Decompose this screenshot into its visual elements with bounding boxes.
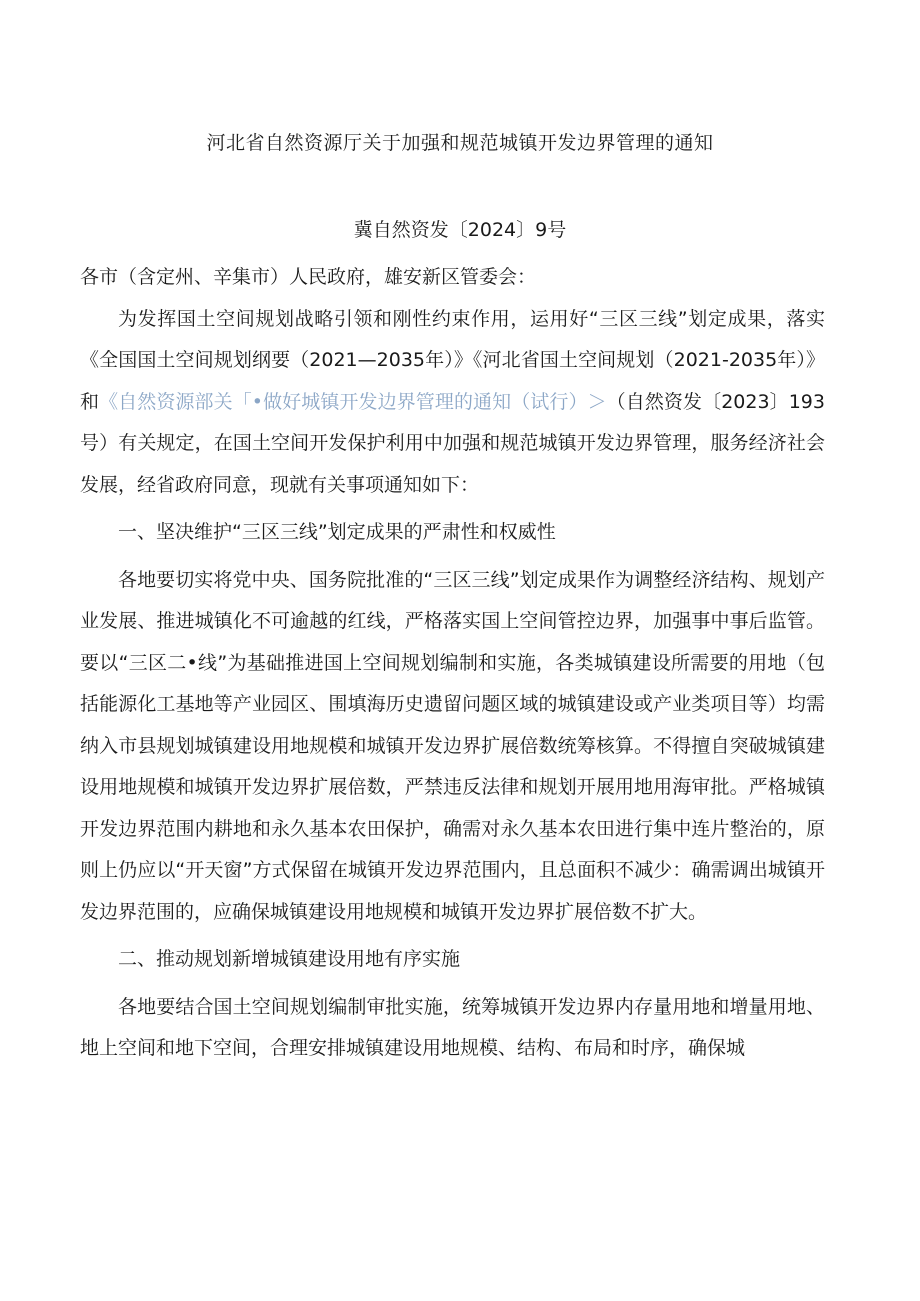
document-title: 河北省自然资源厅关于加强和规范城镇开发边界管理的通知: [206, 132, 714, 154]
referenced-notice-link[interactable]: 《自然资源部关「•做好城镇开发边界管理的通知（试行）＞: [99, 390, 607, 413]
section1-heading: 一、坚决维护“三区三线”划定成果的严肃性和权威性: [118, 521, 556, 543]
section2-paragraph: 各地要结合国土空间规划编制审批实施，统筹城镇开发边界内存量用地和增量用地、地上空间和地下空间，合理安排城镇建设用地规模、结构、布局和时序，确保城: [80, 995, 825, 1059]
document-number: 冀自然资发〔2024〕9号: [353, 219, 567, 241]
document-body: [80, 257, 825, 1070]
intro-part2: （自然资发〔2023〕193号）有关规定，在国土空间开发保护利用中加强和规范城镇开发边界管理，服务经济社会发展，经省政府同意，现就有关事项通知如下：: [80, 390, 825, 496]
section1-paragraph: 各地要切实将党中央、国务院批准的“三区三线”划定成果作为调整经济结构、规划产业发展、推进城镇化不可逾越的红线，严格落实国上空间管控边界，加强事中事后监管。要以“三区二•线”为基础推进国上空间规划编制和实施，各类城镇建设所需要的用地（包括能源化工基地等产业园区、围填海历史遗留问题区域的城镇建设或产业类项目等）均需纳入市县规划城镇建设用地规模和城镇开发边界扩展倍数统筹核算。不得擅自突破城镇建设用地规模和城镇开发边界扩展倍数，严禁违反法律和规划开展用地用海审批。严格城镇开发边界范围内耕地和永久基本农田保护，确需对永久基本农田进行集中连片整治的，原则上仍应以“开天窗”方式保留在城镇开发边界范围内，且总面积不减少：确需调出城镇开发边界范围的，应确保城镇建设用地规模和城镇开发边界扩展倍数不扩大。: [80, 568, 825, 923]
intro-paragraph: [80, 299, 825, 507]
section2-heading: 二、推动规划新增城镇建设用地有序实施: [118, 948, 461, 970]
intro-part1: 为发挥国土空间规划战略引领和刚性约束作用，运用好“三区三线”划定成果，落实《全国国土空间规划纲要（2021—2035年）》《河北省国土空间规划（2021-2035年）》和: [80, 307, 825, 413]
salutation: 各市（含定州、辛集市）人民政府，雄安新区管委会：: [80, 266, 537, 288]
